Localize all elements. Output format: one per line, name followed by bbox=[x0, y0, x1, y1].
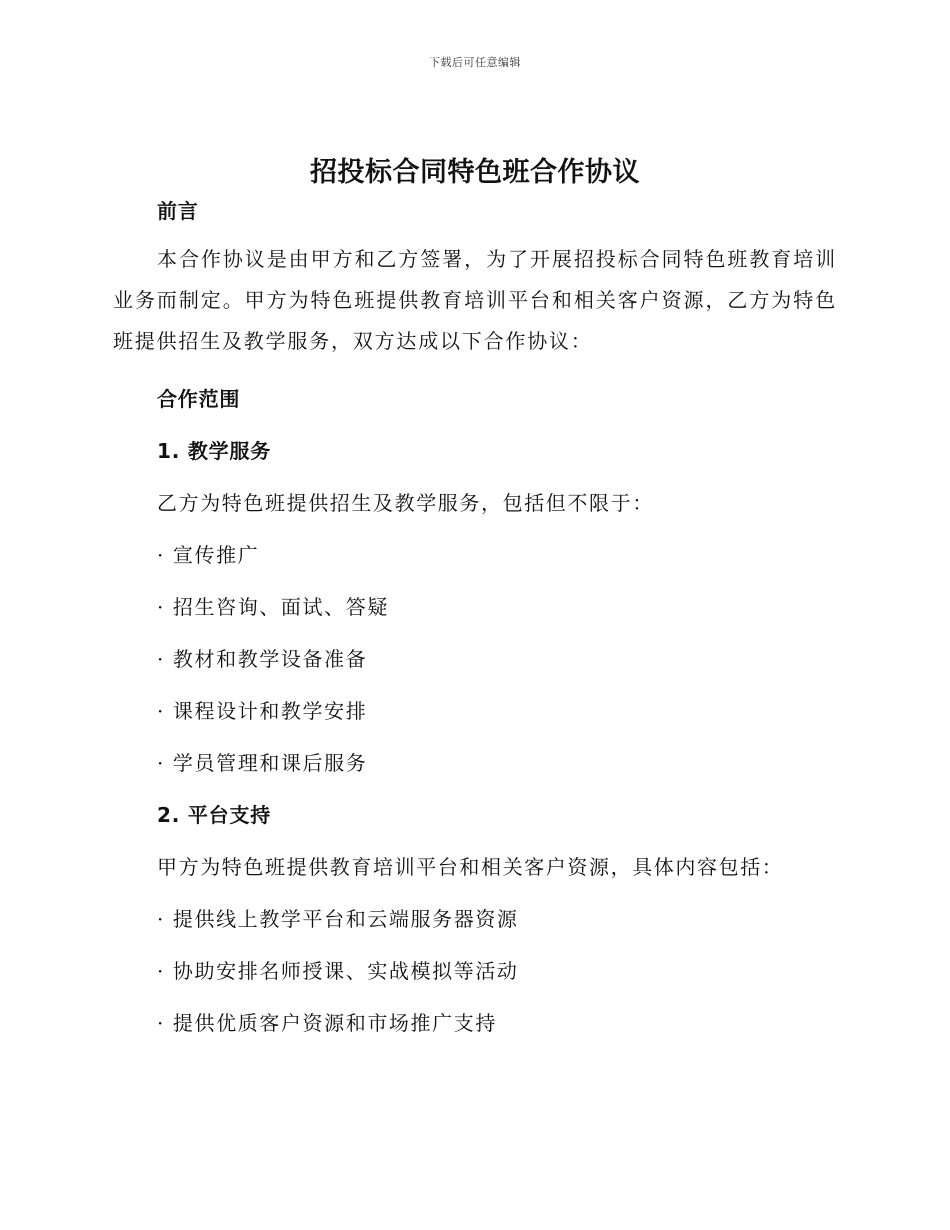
preface-heading: 前言 bbox=[157, 199, 199, 223]
preface-paragraph: 本合作协议是由甲方和乙方签署，为了开展招投标合同特色班教育培训业务而制定。甲方为特色班提供教育培训平台和相关客户资源，乙方为特色班提供招生及教学服务，双方达成以下合作协议： bbox=[113, 247, 837, 353]
list-item: · 宣传推广 bbox=[157, 543, 260, 567]
list-item: · 提供优质客户资源和市场推广支持 bbox=[157, 1011, 497, 1035]
section-1-heading: 1. 教学服务 bbox=[157, 439, 272, 463]
scope-heading: 合作范围 bbox=[157, 387, 241, 411]
list-item: · 招生咨询、面试、答疑 bbox=[157, 595, 389, 619]
list-item: · 课程设计和教学安排 bbox=[157, 699, 368, 723]
page-header-note: 下载后可任意编辑 bbox=[429, 56, 521, 69]
list-item: · 学员管理和课后服务 bbox=[157, 751, 368, 775]
list-item: · 提供线上教学平台和云端服务器资源 bbox=[157, 907, 519, 931]
section-1-intro: 乙方为特色班提供招生及教学服务，包括但不限于： bbox=[157, 491, 654, 515]
section-1-list bbox=[113, 540, 837, 800]
document-title: 招投标合同特色班合作协议 bbox=[310, 157, 640, 188]
section-2-intro: 甲方为特色班提供教育培训平台和相关客户资源，具体内容包括： bbox=[157, 855, 784, 879]
list-item: · 协助安排名师授课、实战模拟等活动 bbox=[157, 959, 519, 983]
section-2-list bbox=[113, 904, 837, 1060]
list-item: · 教材和教学设备准备 bbox=[157, 647, 368, 671]
document-body bbox=[113, 194, 837, 1060]
section-2-heading: 2. 平台支持 bbox=[157, 803, 272, 827]
